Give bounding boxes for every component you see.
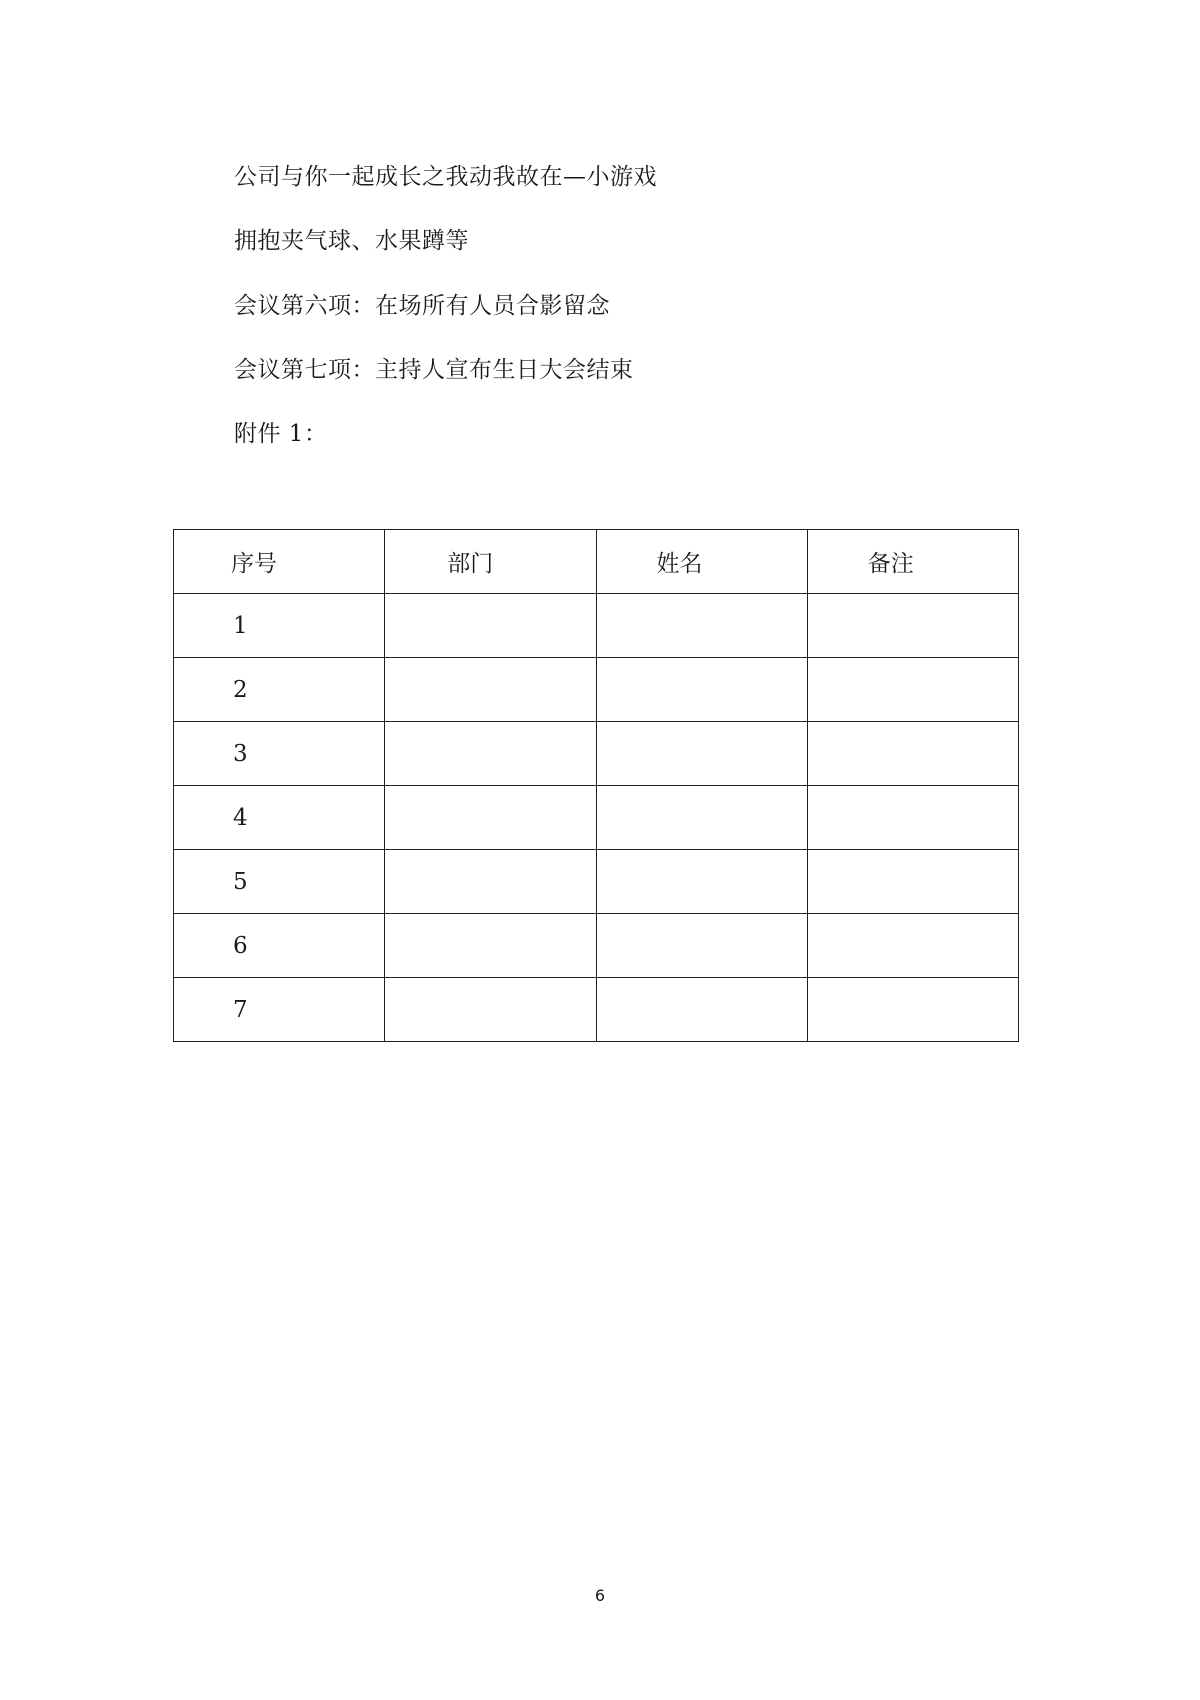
row-number: 5 xyxy=(174,850,385,914)
table-row xyxy=(174,722,1019,786)
department-cell xyxy=(385,722,596,786)
paragraph-agenda-item-6: 会议第六项：在场所有人员合影留念 xyxy=(234,293,610,319)
row-number: 4 xyxy=(174,786,385,850)
department-cell xyxy=(385,594,596,658)
department-cell xyxy=(385,914,596,978)
header-department: 部门 xyxy=(385,530,596,594)
remarks-cell xyxy=(807,594,1018,658)
table-row xyxy=(174,914,1019,978)
department-cell xyxy=(385,786,596,850)
table-row xyxy=(174,786,1019,850)
remarks-cell xyxy=(807,786,1018,850)
row-number: 2 xyxy=(174,658,385,722)
paragraph-agenda-item-7: 会议第七项：主持人宣布生日大会结束 xyxy=(234,357,634,383)
table-row xyxy=(174,594,1019,658)
name-cell xyxy=(596,850,807,914)
header-seq: 序号 xyxy=(174,530,385,594)
attachment-table xyxy=(173,529,1019,1042)
row-number: 7 xyxy=(174,978,385,1042)
header-name: 姓名 xyxy=(596,530,807,594)
name-cell xyxy=(596,786,807,850)
paragraph-game-examples: 拥抱夹气球、水果蹲等 xyxy=(234,228,469,254)
remarks-cell xyxy=(807,722,1018,786)
table-row xyxy=(174,978,1019,1042)
name-cell xyxy=(596,658,807,722)
table-row xyxy=(174,850,1019,914)
name-cell xyxy=(596,722,807,786)
header-remarks: 备注 xyxy=(807,530,1018,594)
remarks-cell xyxy=(807,658,1018,722)
remarks-cell xyxy=(807,978,1018,1042)
page-number: 6 xyxy=(594,1586,606,1605)
department-cell xyxy=(385,978,596,1042)
remarks-cell xyxy=(807,914,1018,978)
row-number: 6 xyxy=(174,914,385,978)
name-cell xyxy=(596,978,807,1042)
table-row xyxy=(174,658,1019,722)
attachment-label: 附件 1： xyxy=(234,421,328,447)
row-number: 3 xyxy=(174,722,385,786)
row-number: 1 xyxy=(174,594,385,658)
table-header-row xyxy=(174,530,1019,594)
paragraph-games: 公司与你一起成长之我动我故在—小游戏 xyxy=(234,164,657,190)
name-cell xyxy=(596,914,807,978)
name-cell xyxy=(596,594,807,658)
remarks-cell xyxy=(807,850,1018,914)
department-cell xyxy=(385,850,596,914)
department-cell xyxy=(385,658,596,722)
